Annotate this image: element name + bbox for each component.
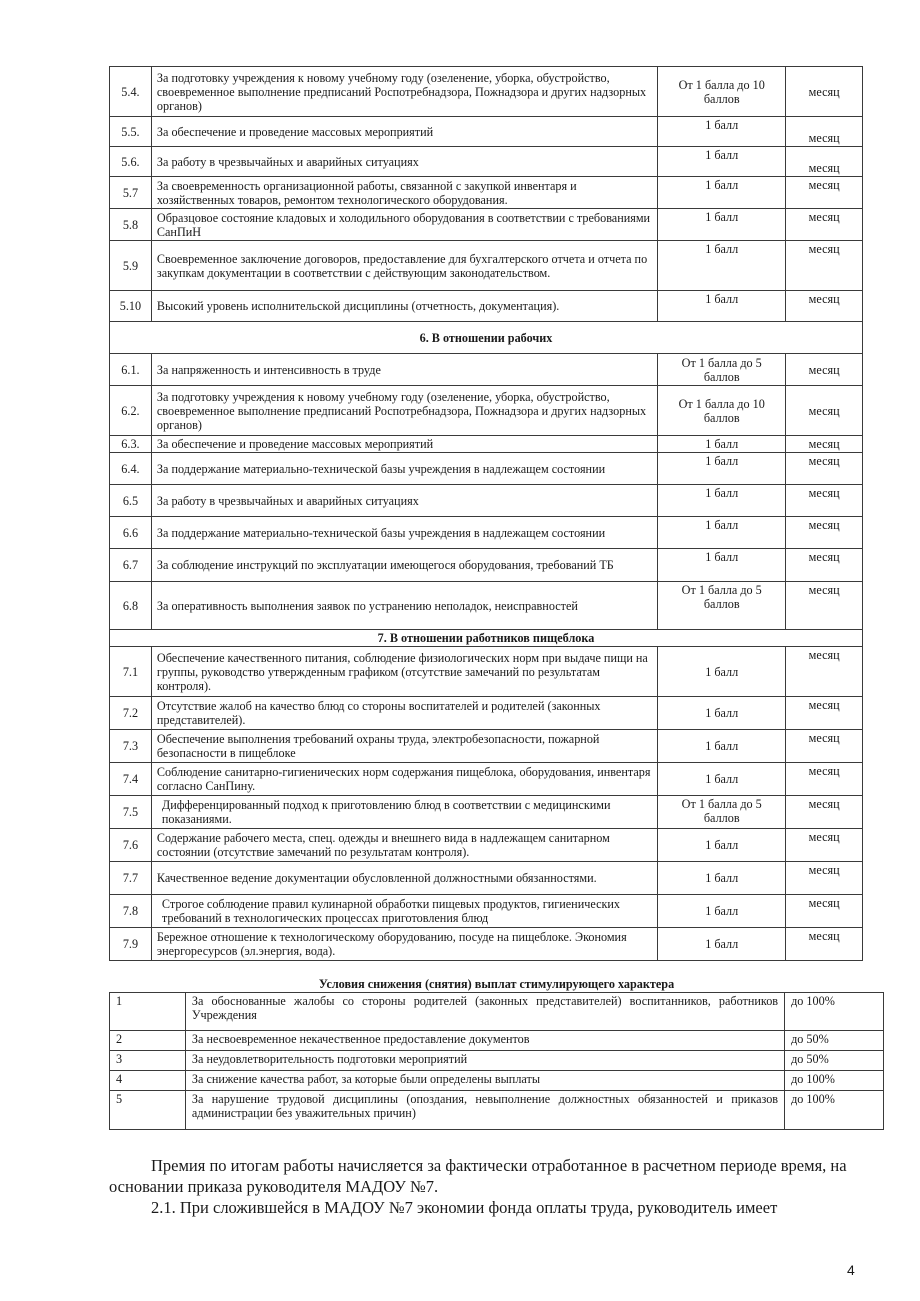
table-row xyxy=(110,1051,884,1071)
item-number: 7.5 xyxy=(110,796,152,829)
section-title: 6. В отношении рабочих xyxy=(110,322,863,354)
item-points: От 1 балла до 5 баллов xyxy=(658,796,786,829)
reduction-percent: до 50% xyxy=(785,1031,884,1051)
item-points: 1 балл xyxy=(658,697,786,730)
item-period: месяц xyxy=(786,147,863,177)
page-number: 4 xyxy=(847,1262,855,1278)
table-row xyxy=(110,1091,884,1130)
item-period: месяц xyxy=(786,485,863,517)
item-points: 1 балл xyxy=(658,241,786,291)
item-period: месяц xyxy=(786,549,863,582)
reduction-percent: до 100% xyxy=(785,993,884,1031)
reduction-number: 1 xyxy=(110,993,186,1031)
item-number: 6.1. xyxy=(110,354,152,386)
item-points: 1 балл xyxy=(658,895,786,928)
item-description: Дифференцированный подход к приготовлению блюд в соответствии с медицинскими показаниями. xyxy=(151,796,657,829)
item-points: 1 балл xyxy=(658,117,786,147)
table-row xyxy=(110,1071,884,1091)
item-description: Соблюдение санитарно-гигиенических норм содержания пищеблока, оборудования, инвентаря согласно СанПину. xyxy=(151,763,657,796)
section-title: 7. В отношении работников пищеблока xyxy=(110,630,863,647)
item-period: месяц xyxy=(786,697,863,730)
table-row xyxy=(110,177,863,209)
item-number: 5.9 xyxy=(110,241,152,291)
item-period: месяц xyxy=(786,862,863,895)
item-description: Образцовое состояние кладовых и холодильного оборудования в соответствии с требованиями СанПиН xyxy=(151,209,657,241)
reductions-table xyxy=(109,992,884,1130)
table-row xyxy=(110,436,863,453)
reduction-description: За нарушение трудовой дисциплины (опоздания, невыполнение должностных обязанностей и приказов администрации без уважительных причин) xyxy=(185,1091,784,1130)
item-points: 1 балл xyxy=(658,485,786,517)
table-row xyxy=(110,763,863,796)
item-points: 1 балл xyxy=(658,763,786,796)
table-row xyxy=(110,928,863,961)
reduction-percent: до 100% xyxy=(785,1091,884,1130)
item-description: Обеспечение выполнения требований охраны труда, электробезопасности, пожарной безопасности в пищеблоке xyxy=(151,730,657,763)
item-number: 7.4 xyxy=(110,763,152,796)
item-points: От 1 балла до 10 баллов xyxy=(658,386,786,436)
item-description: За обеспечение и проведение массовых мероприятий xyxy=(151,436,657,453)
table-row xyxy=(110,485,863,517)
table-row xyxy=(110,386,863,436)
reductions-title: Условия снижения (снятия) выплат стимулирующего характера xyxy=(318,977,675,991)
table-row xyxy=(110,453,863,485)
item-points: 1 балл xyxy=(658,549,786,582)
reduction-percent: до 50% xyxy=(785,1051,884,1071)
paragraph-2-1: 2.1. При сложившейся в МАДОУ №7 экономии фонда оплаты труда, руководитель имеет xyxy=(151,1198,778,1217)
item-description: За поддержание материально-технической базы учреждения в надлежащем состоянии xyxy=(151,453,657,485)
reduction-description: За обоснованные жалобы со стороны родителей (законных представителей) воспитанников, работников Учреждения xyxy=(185,993,784,1031)
item-period: месяц xyxy=(786,386,863,436)
item-description: Высокий уровень исполнительской дисциплины (отчетность, документация). xyxy=(151,291,657,322)
item-description: За подготовку учреждения к новому учебному году (озеленение, уборка, обустройство, своевременное выполнение предписаний Роспотребнадзора, Пожнадзора и других надзорных органов) xyxy=(151,386,657,436)
item-number: 6.6 xyxy=(110,517,152,549)
item-points: От 1 балла до 5 баллов xyxy=(658,582,786,630)
item-period: месяц xyxy=(786,436,863,453)
item-description: За работу в чрезвычайных и аварийных ситуациях xyxy=(151,147,657,177)
table-row xyxy=(110,354,863,386)
item-number: 5.5. xyxy=(110,117,152,147)
item-points: От 1 балла до 5 баллов xyxy=(658,354,786,386)
section-header-row xyxy=(110,630,863,647)
item-points: 1 балл xyxy=(658,209,786,241)
table-row xyxy=(110,209,863,241)
item-number: 7.9 xyxy=(110,928,152,961)
item-points: 1 балл xyxy=(658,436,786,453)
item-number: 6.8 xyxy=(110,582,152,630)
table-row xyxy=(110,993,884,1031)
item-period: месяц xyxy=(786,354,863,386)
table-row xyxy=(110,647,863,697)
item-period: месяц xyxy=(786,117,863,147)
item-period: месяц xyxy=(786,67,863,117)
reduction-number: 4 xyxy=(110,1071,186,1091)
section-header-row xyxy=(110,322,863,354)
item-number: 7.8 xyxy=(110,895,152,928)
table-row xyxy=(110,895,863,928)
table-row xyxy=(110,582,863,630)
item-period: месяц xyxy=(786,928,863,961)
table-row xyxy=(110,291,863,322)
table-row xyxy=(110,67,863,117)
item-points: 1 балл xyxy=(658,291,786,322)
item-period: месяц xyxy=(786,291,863,322)
item-points: 1 балл xyxy=(658,517,786,549)
item-period: месяц xyxy=(786,730,863,763)
item-number: 7.3 xyxy=(110,730,152,763)
table-row xyxy=(110,730,863,763)
item-period: месяц xyxy=(786,647,863,697)
item-number: 5.10 xyxy=(110,291,152,322)
table-row xyxy=(110,796,863,829)
item-number: 7.1 xyxy=(110,647,152,697)
table-row xyxy=(110,1031,884,1051)
item-number: 6.7 xyxy=(110,549,152,582)
item-number: 5.8 xyxy=(110,209,152,241)
item-description: За обеспечение и проведение массовых мероприятий xyxy=(151,117,657,147)
paragraph-bonus: Премия по итогам работы начисляется за фактически отработанное в расчетном периоде время, на основании приказа руководителя МАДОУ №7. xyxy=(109,1156,847,1196)
item-points: 1 балл xyxy=(658,862,786,895)
item-period: месяц xyxy=(786,763,863,796)
item-description: Обеспечение качественного питания, соблюдение физиологических норм при выдаче пищи на группы, руководство утвержденным графиком (отсутствие замечаний по результатам контроля). xyxy=(151,647,657,697)
table-row xyxy=(110,117,863,147)
item-number: 5.7 xyxy=(110,177,152,209)
item-description: Содержание рабочего места, спец. одежды и внешнего вида в надлежащем санитарном состоянии (отсутствие замечаний по результатам контроля). xyxy=(151,829,657,862)
item-period: месяц xyxy=(786,453,863,485)
reduction-number: 3 xyxy=(110,1051,186,1071)
item-period: месяц xyxy=(786,796,863,829)
table-row xyxy=(110,697,863,730)
table-row xyxy=(110,241,863,291)
item-number: 6.4. xyxy=(110,453,152,485)
item-number: 7.7 xyxy=(110,862,152,895)
item-period: месяц xyxy=(786,241,863,291)
item-description: За соблюдение инструкций по эксплуатации имеющегося оборудования, требований ТБ xyxy=(151,549,657,582)
item-description: За напряженность и интенсивность в труде xyxy=(151,354,657,386)
item-points: От 1 балла до 10 баллов xyxy=(658,67,786,117)
reduction-description: За снижение качества работ, за которые были определены выплаты xyxy=(185,1071,784,1091)
bonus-criteria-table xyxy=(109,66,863,961)
item-points: 1 балл xyxy=(658,453,786,485)
item-description: Отсутствие жалоб на качество блюд со стороны воспитателей и родителей (законных представителей). xyxy=(151,697,657,730)
table-row xyxy=(110,147,863,177)
item-description: Своевременное заключение договоров, предоставление для бухгалтерского отчета и отчета по закупкам документации в соответствии с действующим законодательством. xyxy=(151,241,657,291)
item-number: 6.5 xyxy=(110,485,152,517)
item-number: 6.2. xyxy=(110,386,152,436)
item-period: месяц xyxy=(786,177,863,209)
table-row xyxy=(110,549,863,582)
item-points: 1 балл xyxy=(658,928,786,961)
item-points: 1 балл xyxy=(658,147,786,177)
item-period: месяц xyxy=(786,895,863,928)
item-period: месяц xyxy=(786,517,863,549)
reduction-description: За несвоевременное некачественное предоставление документов xyxy=(185,1031,784,1051)
reduction-number: 2 xyxy=(110,1031,186,1051)
item-description: Бережное отношение к технологическому оборудованию, посуде на пищеблоке. Экономия энергоресурсов (эл.энергия, вода). xyxy=(151,928,657,961)
item-period: месяц xyxy=(786,829,863,862)
item-period: месяц xyxy=(786,209,863,241)
item-points: 1 балл xyxy=(658,177,786,209)
item-description: За своевременность организационной работы, связанной с закупкой инвентаря и хозяйственных товаров, ремонтом технологического оборудования. xyxy=(151,177,657,209)
item-description: За подготовку учреждения к новому учебному году (озеленение, уборка, обустройство, своевременное выполнение предписаний Роспотребнадзора, Пожнадзора и других надзорных органов) xyxy=(151,67,657,117)
reduction-description: За неудовлетворительность подготовки мероприятий xyxy=(185,1051,784,1071)
item-number: 5.6. xyxy=(110,147,152,177)
reduction-number: 5 xyxy=(110,1091,186,1130)
reduction-percent: до 100% xyxy=(785,1071,884,1091)
table-row xyxy=(110,517,863,549)
item-description: За работу в чрезвычайных и аварийных ситуациях xyxy=(151,485,657,517)
item-description: Качественное ведение документации обусловленной должностными обязанностями. xyxy=(151,862,657,895)
item-points: 1 балл xyxy=(658,647,786,697)
item-description: Строгое соблюдение правил кулинарной обработки пищевых продуктов, гигиенических требований в технологических процессах приготовления блюд xyxy=(151,895,657,928)
table-row xyxy=(110,829,863,862)
item-points: 1 балл xyxy=(658,730,786,763)
item-number: 7.2 xyxy=(110,697,152,730)
item-number: 7.6 xyxy=(110,829,152,862)
item-number: 6.3. xyxy=(110,436,152,453)
item-description: За поддержание материально-технической базы учреждения в надлежащем состоянии xyxy=(151,517,657,549)
table-row xyxy=(110,862,863,895)
item-period: месяц xyxy=(786,582,863,630)
item-number: 5.4. xyxy=(110,67,152,117)
item-points: 1 балл xyxy=(658,829,786,862)
item-description: За оперативность выполнения заявок по устранению неполадок, неисправностей xyxy=(151,582,657,630)
